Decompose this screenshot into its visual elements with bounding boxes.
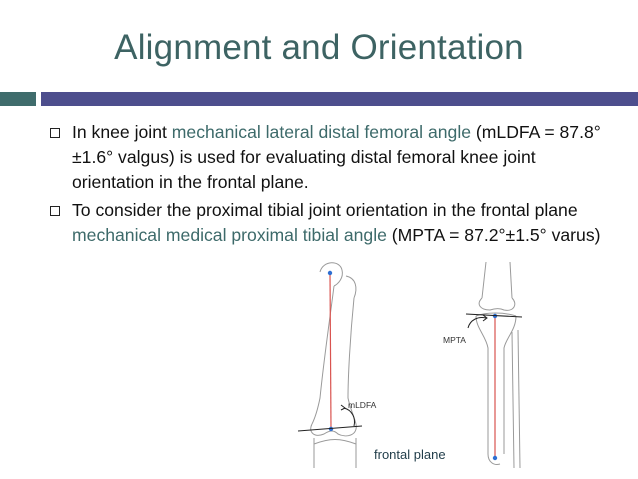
bullet-item-mldfa xyxy=(44,120,614,195)
bullet-checkbox-icon xyxy=(50,206,60,216)
accent-bar-left xyxy=(0,92,36,106)
knee-alignment-diagram xyxy=(290,258,530,476)
bullet-checkbox-icon xyxy=(50,128,60,138)
bullet-highlight-term: mechanical medical proximal tibial angle xyxy=(72,225,387,245)
bullet-item-mpta xyxy=(44,198,614,248)
accent-bar-right xyxy=(41,92,638,106)
knee-alignment-figure xyxy=(290,258,530,476)
ankle-center-point xyxy=(493,456,497,460)
figure-backdrop xyxy=(290,258,530,476)
slide-title: Alignment and Orientation xyxy=(114,28,524,67)
bullet-tail-text: (MPTA = 87.2°±1.5° varus) xyxy=(386,225,601,245)
bullet-tail-text: (mLDFA = 87.8°±1.6° valgus) is used for evaluating distal femoral knee joint orientation in the frontal plane. xyxy=(72,122,601,192)
bullet-highlight-term: mechanical lateral distal femoral angle xyxy=(171,122,472,142)
bullet-list xyxy=(44,120,614,251)
femoral-head-center-point xyxy=(328,271,332,275)
bullet-lead-text: In knee joint xyxy=(72,122,172,142)
bullet-lead-text: To consider the proximal tibial joint orientation in the frontal plane xyxy=(72,200,578,220)
frontal-plane-caption: frontal plane xyxy=(374,447,446,462)
mpta-label: MPTA xyxy=(443,335,466,345)
mldfa-label: mLDFA xyxy=(348,400,377,410)
